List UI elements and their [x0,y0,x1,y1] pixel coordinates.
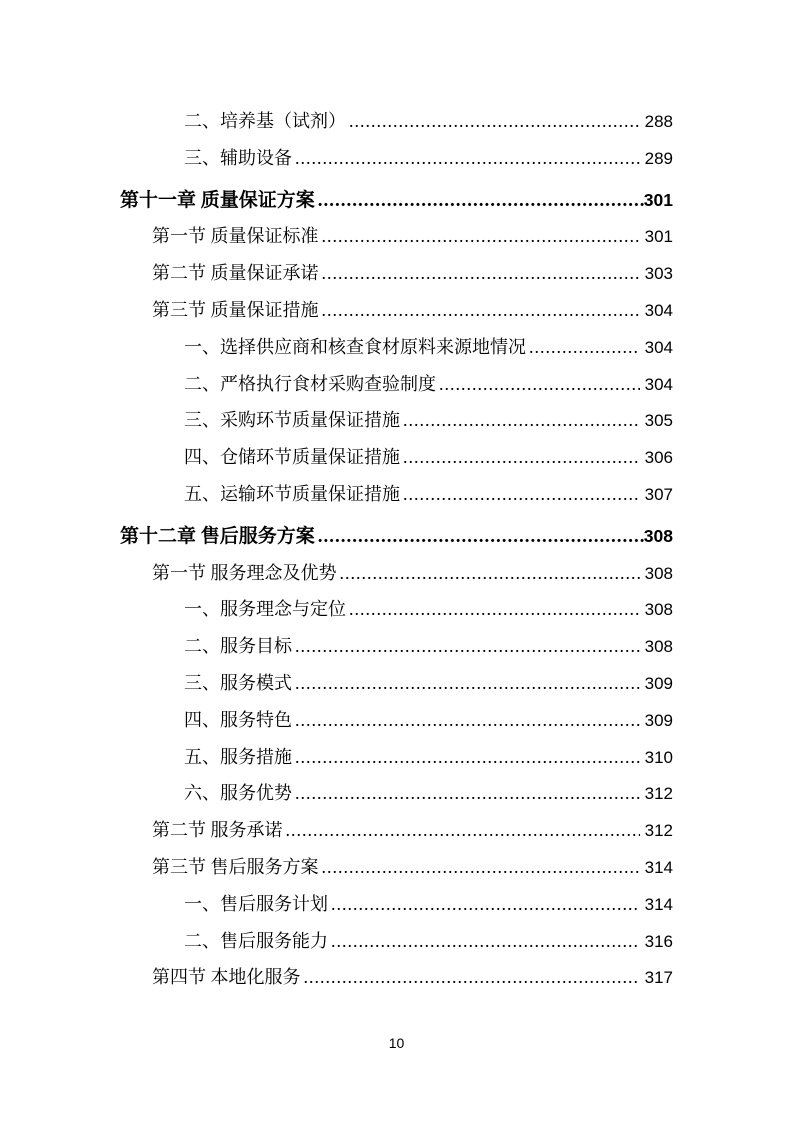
dot-leader [439,366,640,403]
toc-entry-page-number: 308 [644,637,673,657]
dot-leader [331,886,640,923]
toc-entry-page-number: 306 [644,448,673,468]
toc-entry[interactable] [120,329,673,366]
dot-leader [304,959,640,996]
dot-leader [322,292,640,329]
toc-entry-label: 第二节 服务承诺 [152,820,283,841]
toc-entry-label: 四、仓储环节质量保证措施 [184,447,400,468]
toc-entry-page-number: 314 [644,857,673,877]
dot-leader [295,140,640,177]
dot-leader [349,591,640,628]
toc-entry-label: 第二节 质量保证承诺 [152,263,319,284]
toc-entry-label: 第四节 本地化服务 [152,967,301,988]
toc-entry[interactable] [120,439,673,476]
toc-entry-page-number: 310 [644,747,673,767]
toc-entry-page-number: 303 [644,264,673,284]
toc-entry[interactable] [120,366,673,403]
toc-entry-page-number: 304 [644,374,673,394]
toc-entry-page-number: 301 [643,189,673,210]
toc-entry-page-number: 312 [644,784,673,804]
toc-entry-label: 二、服务目标 [184,636,292,657]
toc-entry[interactable] [120,476,673,513]
toc-entry-label: 三、辅助设备 [184,147,292,168]
toc-entry[interactable] [120,628,673,665]
dot-leader [322,849,640,886]
toc-entry-page-number: 305 [644,411,673,431]
toc-entry-page-number: 308 [644,600,673,620]
toc-entry[interactable] [120,182,673,219]
toc-entry-page-number: 304 [644,300,673,320]
toc-entry-page-number: 289 [644,148,673,168]
toc-entry-label: 第十一章 质量保证方案 [120,189,315,211]
toc-entry-label: 四、服务特色 [184,709,292,730]
toc-entry-page-number: 288 [644,112,673,131]
toc-entry-page-number: 307 [644,484,673,504]
toc-entry-label: 第一节 服务理念及优势 [152,562,337,583]
footer-page-number: 10 [388,1035,405,1051]
toc-entry-page-number: 309 [644,710,673,730]
dot-leader [295,628,640,665]
toc-entry-label: 五、运输环节质量保证措施 [184,483,400,504]
toc-entry[interactable] [120,518,673,555]
toc-entry-page-number: 308 [644,563,673,583]
dot-leader [403,402,640,439]
toc-entry[interactable] [120,702,673,739]
toc-entry[interactable] [120,959,673,996]
toc-entry[interactable] [120,255,673,292]
toc-entry-page-number: 304 [644,337,673,357]
dot-leader [340,555,640,592]
toc-entry[interactable] [120,812,673,849]
dot-leader [331,923,640,960]
toc-entry-page-number: 314 [644,894,673,914]
dot-leader [295,775,640,812]
toc-entry-page-number: 308 [643,525,673,546]
toc-entry[interactable] [120,886,673,923]
toc-entry-label: 三、服务模式 [184,672,292,693]
toc-entry[interactable] [120,218,673,255]
toc-entry[interactable] [120,775,673,812]
toc-entry[interactable] [120,292,673,329]
toc-entry-label: 第一节 质量保证标准 [152,226,319,247]
toc-entry-page-number: 309 [644,673,673,693]
dot-leader [286,812,640,849]
toc-entry-page-number: 317 [644,968,673,988]
toc-entry-label: 六、服务优势 [184,783,292,804]
toc-entry[interactable] [120,665,673,702]
toc-entry-label: 一、服务理念与定位 [184,599,346,620]
toc-entry[interactable] [120,923,673,960]
dot-leader [403,476,640,513]
toc-entry-label: 一、售后服务计划 [184,893,328,914]
dot-leader [403,439,640,476]
table-of-contents [120,103,673,996]
toc-entry-label: 五、服务措施 [184,746,292,767]
dot-leader [295,665,640,702]
toc-entry[interactable] [120,591,673,628]
toc-entry[interactable] [120,739,673,776]
toc-entry-label: 二、售后服务能力 [184,930,328,951]
toc-entry-label: 二、培养基（试剂） [184,111,346,131]
dot-leader [322,255,640,292]
toc-entry-label: 一、选择供应商和核查食材原料来源地情况 [184,336,526,357]
toc-entry[interactable] [120,140,673,177]
dot-leader [295,702,640,739]
toc-entry-label: 第三节 质量保证措施 [152,299,319,320]
dot-leader [322,218,640,255]
toc-entry[interactable] [120,103,673,140]
dot-leader [349,103,640,140]
toc-entry-label: 二、严格执行食材采购查验制度 [184,373,436,394]
toc-entry-label: 第十二章 售后服务方案 [120,525,315,547]
toc-entry-label: 第三节 售后服务方案 [152,856,319,877]
toc-entry-page-number: 312 [644,821,673,841]
toc-entry-label: 三、采购环节质量保证措施 [184,410,400,431]
toc-entry-page-number: 316 [644,931,673,951]
toc-entry-page-number: 301 [644,227,673,247]
dot-leader [318,519,644,556]
dot-leader [529,329,640,366]
toc-entry[interactable] [120,555,673,592]
dot-leader [295,739,640,776]
dot-leader [318,183,644,220]
toc-entry[interactable] [120,402,673,439]
toc-entry[interactable] [120,849,673,886]
